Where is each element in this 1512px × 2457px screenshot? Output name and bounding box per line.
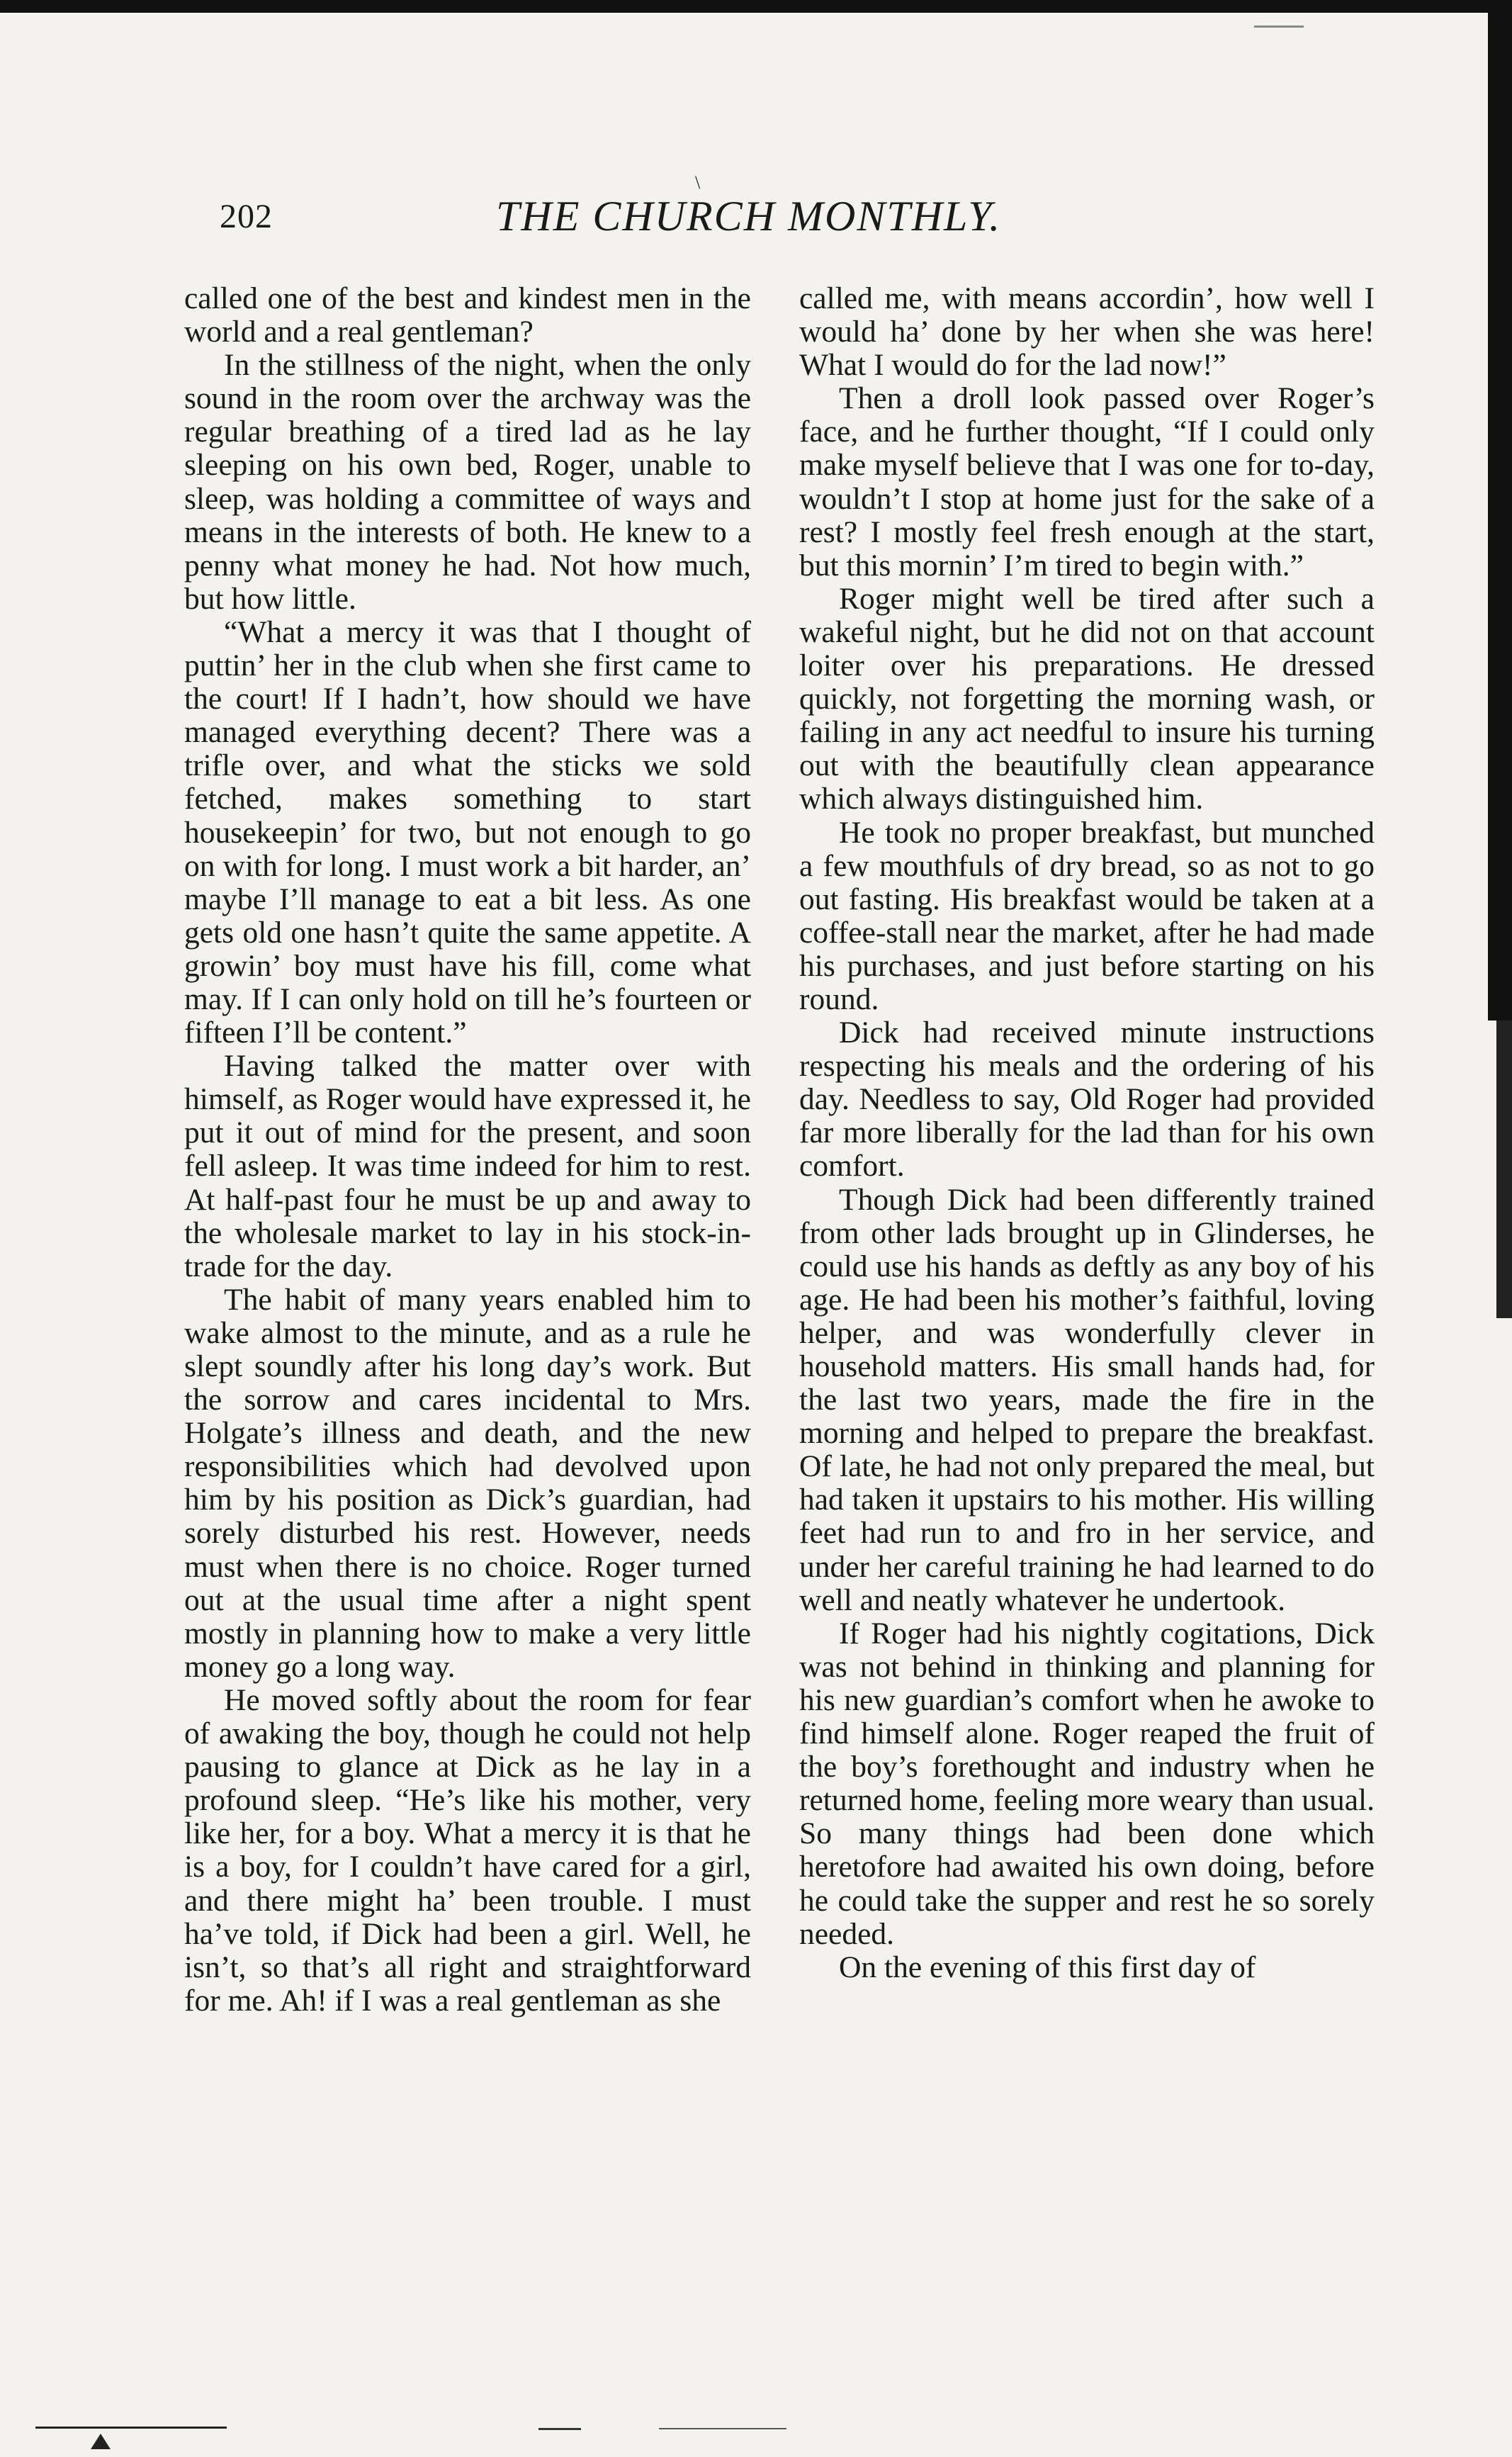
running-title: THE CHURCH MONTHLY. [496,193,1002,240]
scan-edge-right-lower [1496,1021,1512,1318]
scan-edge-right [1488,0,1512,1021]
footer-mark [91,2434,111,2449]
paragraph: “What a mercy it was that I thought of puttin’ her in the club when she first came to the court! If I hadn’t, how should we have managed everything decent? There was a trifle over, and what the sticks we sold fetched, makes something to start housekeepin’ for two, but not enough to go on with for long. I must work a bit harder, an’ maybe I’ll manage to eat a bit less. As one gets old one hasn’t quite the same appetite. A growin’ boy must have his fill, come what may. If I can only hold on till he’s fourteen or fifteen I’ll be content.” [184,614,751,1050]
footer-rule-mid [538,2428,581,2430]
paragraph: Having talked the matter over with himself, as Roger would have expressed it, he put it out of mind for the present, and soon fell asleep. It was time indeed for him to rest. At half-past four he must be up and away to the wholesale market to lay in his stock-in-trade for the day. [184,1049,751,1283]
paragraph: Though Dick had been differently trained from other lads brought up in Glinderses, he could use his hands as deftly as any boy of his age. He had been his mother’s faithful, loving helper, and was wonderfully clever in household matters. His small hands had, for the last two years, made the fire in the morning and helped to prepare the breakfast. Of late, he had not only prepared the meal, but had taken it upstairs to his mother. His willing feet had run to and fro in her service, and under her careful training he had learned to do well and neatly whatever he undertook. [799,1182,1375,1617]
paragraph: called me, with means accordin’, how well I would ha’ done by her when she was here! What I would do for the lad now!” [799,281,1375,383]
paragraph: If Roger had his nightly cogitations, Dick was not behind in thinking and planning for his new guardian’s comfort when he awoke to find himself alone. Roger reaped the fruit of the boy’s forethought and industry when he returned home, feeling more weary than usual. So many things had been done which heretofore had awaited his own doing, before he could take the supper and rest he so sorely needed. [799,1616,1375,1951]
page-number: 202 [220,198,273,235]
paragraph: He took no proper breakfast, but munched a few mouthfuls of dry bread, so as not to go out fasting. His breakfast would be taken at a coffee-stall near the market, after he had made his purchases, and just before starting on his round. [799,815,1375,1016]
scan-edge-top [0,0,1512,13]
footer-rule-right [659,2428,786,2429]
paragraph: The habit of many years enabled him to wake almost to the minute, and as a rule he slept soundly after his long day’s work. But the sorrow and cares incidental to Mrs. Holgate’s illness and death, and the new responsibilities which had devolved upon him by his position as Dick’s guardian, had sorely disturbed his rest. However, needs must when there is no choice. Roger turned out at the usual time after a night spent mostly in planning how to make a very little money go a long way. [184,1282,751,1684]
paragraph: Roger might well be tired after such a wakeful night, but he did not on that account loiter over his preparations. He dressed quickly, not forgetting the morning wash, or failing in any act needful to insure his turning out with the beautifully clean appearance which always distinguished him. [799,581,1375,816]
scan-smudge [1254,26,1304,28]
paragraph: In the stillness of the night, when the only sound in the room over the archway was the regular breathing of a tired lad as he lay sleeping on his own bed, Roger, unable to sleep, was holding a committee of ways and means in the interests of both. He knew to a penny what money he had. Not how much, but how little. [184,348,751,616]
left-column [184,282,751,2018]
paragraph: Dick had received minute instructions respecting his meals and the ordering of his day. Needless to say, Old Roger had provided far more liberally for the lad than for his own comfort. [799,1016,1375,1183]
accent-mark: \ [695,172,701,193]
paragraph: called one of the best and kindest men in the world and a real gentleman? [184,281,751,349]
paragraph: He moved softly about the room for fear of awaking the boy, though he could not help pausing to glance at Dick as he lay in a profound sleep. “He’s like his mother, very like her, for a boy. What a mercy it is that he is a boy, for I couldn’t have cared for a girl, and there might ha’ been trouble. I must ha’ve told, if Dick had been a girl. Well, he isn’t, so that’s all right and straightforward for me. Ah! if I was a real gentleman as she [184,1682,751,2018]
footer-rule-left [35,2427,227,2429]
paragraph: Then a droll look passed over Roger’s face, and he further thought, “If I could only make myself believe that I was one for to-day, wouldn’t I stop at home just for the sake of a rest? I mostly feel fresh enough at the start, but this mornin’ I’m tired to begin with.” [799,381,1375,583]
right-column [799,282,1375,1984]
paragraph: On the evening of this first day of [839,1950,1256,1984]
